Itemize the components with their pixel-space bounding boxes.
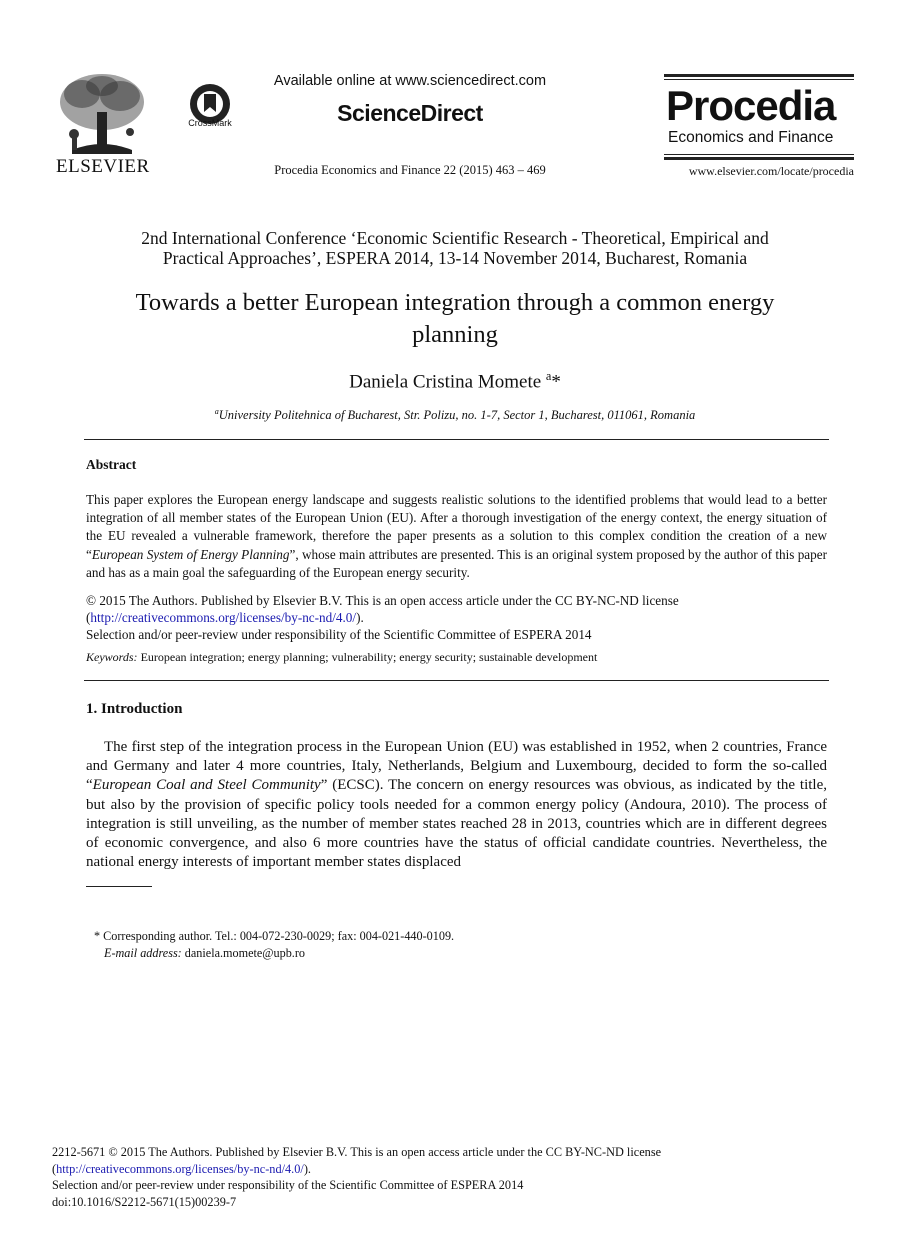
license-text: © 2015 The Authors. Published by Elsevier B.V. This is an open access article under the CC BY-NC-ND license (86, 593, 679, 608)
corresponding-mark: * (551, 371, 561, 393)
footer-license: 2212-5671 © 2015 The Authors. Published by Elsevier B.V. This is an open access article under the CC BY-NC-ND license (52, 1145, 662, 1159)
peer-review-text: Selection and/or peer-review under responsibility of the Scientific Committee of ESPERA 2014 (86, 627, 592, 643)
journal-url[interactable]: www.elsevier.com/locate/procedia (688, 164, 854, 178)
license-link[interactable]: http://creativecommons.org/licenses/by-nc-nd/4.0/ (90, 610, 357, 626)
journal-title: Procedia (666, 82, 836, 129)
author-affil-mark: a (545, 369, 552, 383)
sciencedirect-logo[interactable]: ScienceDirect (337, 100, 483, 126)
conference-info (84, 228, 826, 268)
abstract-heading: Abstract (86, 457, 137, 472)
procedia-journal-logo (664, 74, 854, 179)
footnote (94, 928, 794, 961)
doi[interactable]: doi:10.1016/S2212-5671(15)00239-7 (52, 1194, 237, 1209)
section-heading: 1. Introduction (86, 701, 183, 717)
title-line: Towards a better European integration through a common energy (135, 289, 775, 316)
divider (84, 680, 829, 681)
intro-paragraph (86, 738, 827, 872)
footnote-divider (86, 886, 152, 887)
affiliation-text: University Politehnica of Bucharest, Str. Polizu, no. 1-7, Sector 1, Bucharest, 011061, Romania (218, 408, 696, 423)
email-label: E-mail address: (104, 945, 182, 960)
intro-text-part: ” (ECSC). The concern on energy resources was obvious, as indicated by the title, but also by the provision of specific policy tools needed for a common energy policy (Andoura, 2010). The process of integration is still unveiling, as the number of member states reached 28 in 2013, countries which are in different degrees of economic convergence, and also 6 more countries have the status of official candidate countries. Nevertheless, the national energy interests of important member states displaced (86, 777, 827, 871)
paren: ( (52, 1161, 57, 1176)
footer-license-link[interactable]: http://creativecommons.org/licenses/by-nc-nd/4.0/ (56, 1161, 304, 1176)
divider (664, 79, 854, 80)
title-line: planning (412, 321, 498, 348)
conference-line: 2nd International Conference ‘Economic Scientific Research - Theoretical, Empirical and (141, 228, 769, 248)
conference-line: Practical Approaches’, ESPERA 2014, 13-14 November 2014, Bucharest, Romania (162, 248, 748, 268)
author-line (84, 369, 826, 393)
affil-mark: a (214, 407, 219, 416)
keywords (86, 650, 827, 665)
crossmark-label: CrossMark (188, 118, 232, 128)
paren: ( (86, 610, 91, 626)
intro-text-part: The first step of the integration process in the European Union (EU) was established in 1952, when 2 countries, France and Germany and later 4 more countries, Italy, Netherlands, Belgium and Luxembourg, decided to form the so-called “ (86, 739, 827, 794)
divider (664, 154, 854, 155)
page-footer (52, 1144, 832, 1210)
paper-title (84, 287, 826, 351)
affiliation (84, 407, 826, 423)
corresponding-author: Corresponding author. Tel.: 004-072-230-0029; fax: 004-021-440-0109. (100, 929, 455, 943)
abstract-text-part: This paper explores the European energy landscape and suggests realistic solutions to the identified problems that would lead to a better integration of all member states of the European Union (EU). After a thorough investigation of the energy context, the energy situation of the EU revealed a vulnerable framework, therefore the paper presents as a solution to this complex condition the creation of a new “ (86, 492, 827, 562)
abstract-emphasis: European System of Energy Planning (91, 546, 290, 562)
elsevier-wordmark: ELSEVIER (56, 156, 150, 177)
footer-peer-review: Selection and/or peer-review under responsibility of the Scientific Committee of ESPERA 2014 (52, 1178, 524, 1192)
email-address[interactable]: daniela.momete@upb.ro (181, 945, 305, 960)
license-block (86, 592, 827, 644)
keywords-label: Keywords: (86, 650, 138, 664)
paren: ). (303, 1161, 311, 1176)
divider (664, 157, 854, 160)
divider (664, 74, 854, 77)
paren: ). (356, 610, 364, 626)
abstract-text (86, 491, 827, 582)
divider (84, 439, 829, 440)
author-name: Daniela Cristina Momete (349, 371, 542, 393)
footnote-mark: * (94, 929, 101, 943)
journal-citation: Procedia Economics and Finance 22 (2015) 463 – 469 (274, 163, 546, 177)
keywords-list: European integration; energy planning; vulnerability; energy security; sustainable development (137, 650, 598, 664)
available-online-text: Available online at www.sciencedirect.com (273, 73, 547, 89)
intro-emphasis: European Coal and Steel Community (92, 777, 321, 794)
abstract-text-part: ”, whose main attributes are presented. This is an original system proposed by the author of this paper and has as a main goal the safeguarding of the European energy security. (86, 546, 827, 580)
journal-subtitle: Economics and Finance (668, 129, 834, 146)
